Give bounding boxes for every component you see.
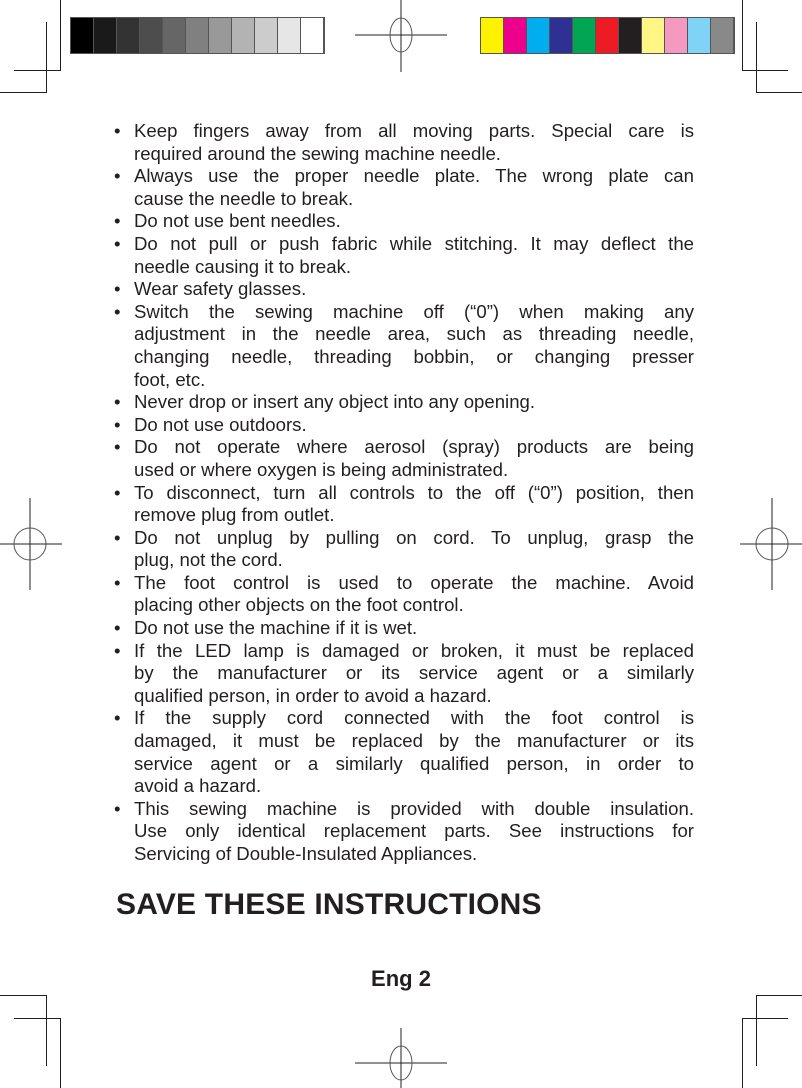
bullet-icon: • [114,639,121,661]
color-swatch [186,18,209,53]
color-swatch [71,18,94,53]
crop-mark [14,1018,61,1019]
color-swatch [573,18,596,53]
color-swatch [301,18,324,53]
list-item [112,707,694,797]
list-item-text-line: Do not pull or push fabric while stitching. It may deflect the [134,232,694,254]
list-item-text-line: Do not use outdoors. [134,413,307,435]
list-item-text-line: If the LED lamp is damaged or broken, it must be replaced [134,639,694,661]
color-swatch [711,18,734,53]
list-item-text-line: by the manufacturer or its service agent or a similarly [134,662,694,684]
list-item-text-line: needle causing it to break. [134,255,352,277]
color-swatch [94,18,117,53]
bullet-icon: • [114,413,121,435]
list-item-text-line: Do not use bent needles. [134,210,341,232]
color-swatch [596,18,619,53]
list-item-text-line: avoid a hazard. [134,775,262,797]
list-item-text-line: Switch the sewing machine off (“0”) when making any [134,300,694,322]
list-item-text-line: placing other objects on the foot control. [134,594,464,616]
bullet-icon: • [114,436,121,458]
bullet-icon: • [114,232,121,254]
list-item [112,301,694,391]
bullet-icon: • [114,571,121,593]
list-item [112,436,694,481]
color-swatch [278,18,301,53]
list-item-text-line: required around the sewing machine needle. [134,142,501,164]
grayscale-calibration-bar [70,17,325,54]
crop-mark [756,995,757,1066]
save-instructions-heading: SAVE THESE INSTRUCTIONS [116,888,542,921]
list-item-text-line: Do not operate where aerosol (spray) products are being [134,436,694,458]
list-item-text-line: To disconnect, turn all controls to the off (“0”) position, then [134,481,694,503]
list-item [112,617,694,640]
list-item-text-line: The foot control is used to operate the machine. Avoid [134,571,694,593]
bullet-icon: • [114,526,121,548]
safety-instructions-list [112,120,694,866]
crop-mark [742,1018,788,1019]
registration-mark-bottom [355,1028,447,1088]
color-swatch [527,18,550,53]
list-item-text-line: qualified person, in order to avoid a hazard. [134,684,492,706]
page-number: Eng 2 [371,966,431,991]
color-swatch [504,18,527,53]
list-item-text-line: service agent or a similarly qualified person, in order to [134,752,694,774]
list-item [112,165,694,210]
crop-mark [742,0,743,70]
list-item [112,391,694,414]
list-item-text-line: damaged, it must be replaced by the manufacturer or its [134,730,694,752]
bullet-icon: • [114,707,121,729]
list-item [112,572,694,617]
list-item-text-line: remove plug from outlet. [134,504,335,526]
color-swatch [209,18,232,53]
list-item [112,482,694,527]
list-item [112,798,694,866]
crop-mark [46,995,47,1066]
color-swatch [642,18,665,53]
crop-mark [60,1018,61,1088]
bullet-icon: • [114,797,121,819]
crop-mark [60,0,61,70]
color-swatch [688,18,711,53]
list-item-text-line: Servicing of Double-Insulated Appliances. [134,843,478,864]
list-item-text-line: If the supply cord connected with the foot control is [134,707,694,729]
list-item-text-line: Use only identical replacement parts. See instructions for [134,820,694,842]
bullet-icon: • [114,391,121,413]
color-swatch [140,18,163,53]
bullet-icon: • [114,210,121,232]
crop-mark [756,22,757,93]
bullet-icon: • [114,120,121,141]
list-item-text-line: plug, not the cord. [134,549,283,571]
list-item-text-line: Always use the proper needle plate. The wrong plate can [134,165,694,187]
list-item-text-line: Wear safety glasses. [134,278,307,300]
list-item [112,414,694,437]
crop-mark [756,92,802,93]
crop-mark [14,70,61,71]
list-item [112,278,694,301]
list-item [112,210,694,233]
registration-mark-left [0,498,62,590]
crop-mark [0,92,47,93]
list-item-text-line: Keep fingers away from all moving parts. Special care is [134,120,694,141]
list-item-text-line: cause the needle to break. [134,187,354,209]
bullet-icon: • [114,278,121,300]
color-swatch [117,18,140,53]
registration-mark-top [355,0,447,72]
bullet-icon: • [114,481,121,503]
color-swatch [619,18,642,53]
color-swatch [550,18,573,53]
color-swatch [665,18,688,53]
color-swatch [255,18,278,53]
list-item [112,233,694,278]
crop-mark [0,995,47,996]
color-swatch [163,18,186,53]
list-item-text-line: Do not unplug by pulling on cord. To unplug, grasp the [134,526,694,548]
list-item [112,527,694,572]
list-item-text-line: adjustment in the needle area, such as threading needle, [134,323,694,345]
list-item-text-line: foot, etc. [134,368,206,390]
list-item-text-line: Never drop or insert any object into any opening. [134,391,536,413]
bullet-icon: • [114,300,121,322]
crop-mark [742,1018,743,1088]
bullet-icon: • [114,165,121,187]
list-item-text-line: used or where oxygen is being administrated. [134,458,509,480]
list-item-text-line: Do not use the machine if it is wet. [134,617,418,639]
crop-mark [46,22,47,93]
bullet-icon: • [114,617,121,639]
color-calibration-bar [480,17,735,54]
crop-mark [742,70,788,71]
color-swatch [481,18,504,53]
list-item [112,120,694,165]
registration-mark-right [740,498,802,590]
list-item-text-line: changing needle, threading bobbin, or changing presser [134,345,694,367]
color-swatch [232,18,255,53]
list-item [112,640,694,708]
list-item-text-line: This sewing machine is provided with double insulation. [134,797,694,819]
crop-mark [756,995,802,996]
